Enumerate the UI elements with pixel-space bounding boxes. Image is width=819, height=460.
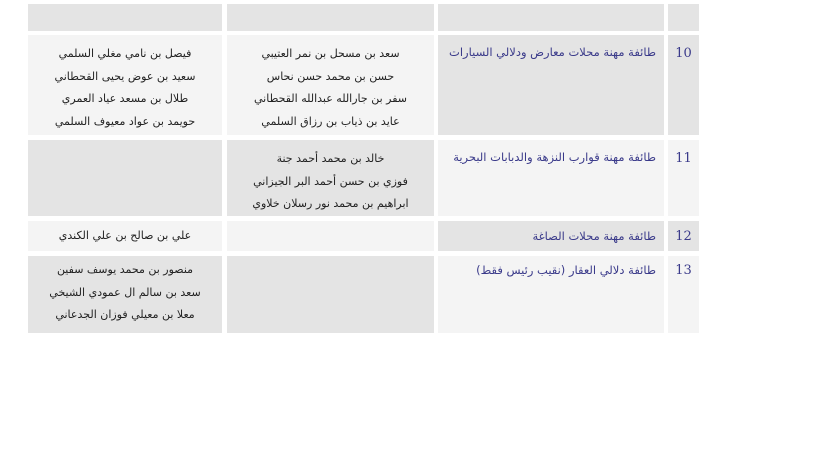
member-name: فيصل بن نامي مغلي السلمي — [58, 47, 192, 60]
members-col-a-cell — [227, 140, 434, 216]
members-col-b-cell — [28, 140, 222, 216]
member-name: فوزي بن حسن أحمد البر الجيزاني — [253, 174, 408, 188]
members-col-a-cell — [227, 4, 434, 31]
row-number: 10 — [668, 35, 699, 135]
members-col-b-cell — [28, 256, 222, 333]
member-name: علي بن صالح بن علي الكندي — [58, 229, 192, 242]
member-name: عايد بن ذياب بن رزاق السلمي — [261, 114, 400, 128]
committee-cell: طائفة مهنة قوارب النزهة والدبابات البحرية — [438, 140, 664, 216]
member-name: حويمد بن عواد معيوف السلمي — [54, 114, 196, 128]
committee-cell: طائفة دلالي العقار (نقيب رئيس فقط) — [438, 256, 664, 333]
number-cell — [668, 4, 699, 31]
committee-cell — [438, 4, 664, 31]
row-number: 12 — [668, 221, 699, 251]
row-number: 13 — [668, 256, 699, 333]
members-col-a-cell — [227, 221, 434, 251]
committee-cell: طائفة مهنة محلات معارض ودلالي السيارات — [438, 35, 664, 135]
member-name: سعد بن سالم ال عمودي الشيخي — [49, 285, 201, 299]
member-name: منصور بن محمد يوسف سفين — [56, 263, 194, 276]
member-name: خالد بن محمد أحمد جنة — [276, 152, 385, 165]
member-name: سعيد بن عوض يحيى القحطاني — [54, 69, 196, 83]
member-name: طلال بن مسعد عياد العمري — [61, 92, 189, 105]
members-col-b-cell — [28, 221, 222, 251]
members-col-b-cell — [28, 35, 222, 135]
members-col-a-cell — [227, 35, 434, 135]
table-row — [28, 4, 222, 31]
committee-cell: طائفة مهنة محلات الصاغة — [438, 221, 664, 251]
member-name: سعد بن مسحل بن نمر العتيبي — [261, 47, 400, 60]
row-number: 11 — [668, 140, 699, 216]
member-name: حسن بن محمد حسن نحاس — [266, 69, 395, 83]
member-name: معلا بن معيلي فوزان الجدعاني — [55, 308, 195, 321]
member-name: ابراهيم بن محمد نور رسلان خلاوي — [252, 197, 409, 210]
members-col-a-cell — [227, 256, 434, 333]
member-name: سفر بن جارالله عبدالله القحطاني — [254, 92, 407, 105]
